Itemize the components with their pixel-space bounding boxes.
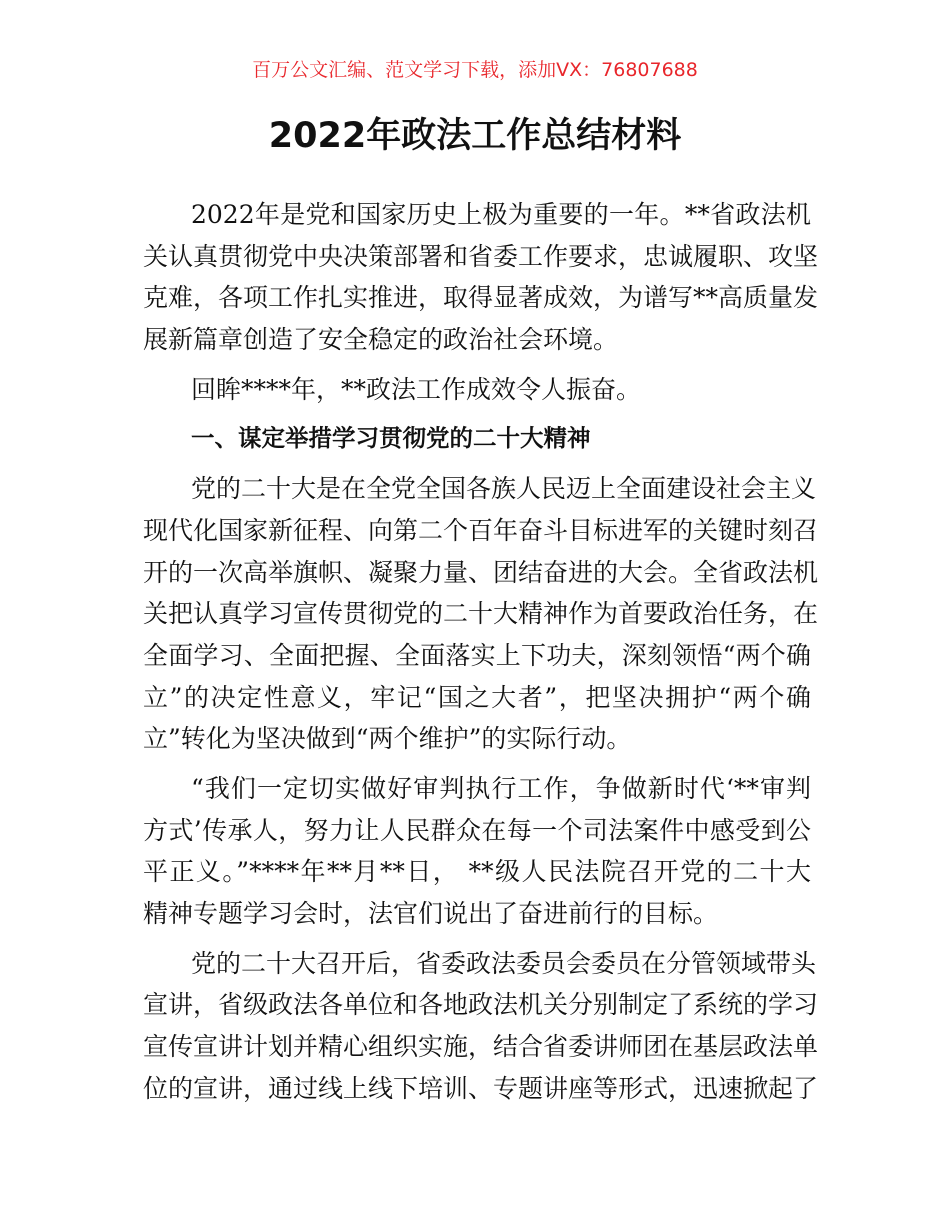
- text-line: 克难，各项工作扎实推进，取得显著成效，为谱写**高质量发: [143, 283, 819, 313]
- text-line: 回眸****年，**政法工作成效令人振奋。: [191, 374, 642, 404]
- text-line: 平正义。”****年**月**日， **级人民法院召开党的二十大: [143, 857, 811, 887]
- paragraph: [143, 768, 811, 935]
- text-line: 精神专题学习会时，法官们说出了奋进前行的目标。: [143, 899, 719, 928]
- watermark-banner: 百万公文汇编、范文学习下载，添加VX：76807688: [252, 59, 698, 81]
- text-line: 党的二十大召开后，省委政法委员会委员在分管领域带头: [191, 948, 817, 978]
- text-line: 宣讲，省级政法各单位和各地政法机关分别制定了系统的学习: [143, 990, 819, 1020]
- document-body: [143, 194, 819, 1117]
- text-line: 方式’传承人，努力让人民群众在每一个司法案件中感受到公: [143, 815, 811, 845]
- paragraph: [143, 194, 819, 361]
- text-line: 党的二十大是在全党全国各族人民迈上全面建设社会主义: [191, 474, 817, 504]
- text-line: 关认真贯彻党中央决策部署和省委工作要求，忠诚履职、攻坚: [143, 241, 819, 271]
- text-line: 宣传宣讲计划并精心组织实施，结合省委讲师团在基层政法单: [143, 1032, 819, 1062]
- text-line: “我们一定切实做好审判执行工作，争做新时代‘**审判: [191, 773, 811, 803]
- text-line: 一、谋定举措学习贯彻党的二十大精神: [191, 424, 591, 453]
- paragraph: [143, 369, 811, 411]
- text-line: 2022年是党和国家历史上极为重要的一年。**省政法机: [191, 200, 811, 229]
- document-title: 2022年政法工作总结材料: [268, 116, 682, 156]
- text-line: 展新篇章创造了安全稳定的政治社会环境。: [143, 325, 619, 355]
- text-line: 立”的决定性意义，牢记“国之大者”，把坚决拥护“两个确: [143, 682, 811, 712]
- paragraph: [143, 943, 819, 1110]
- text-line: 开的一次高举旗帜、凝聚力量、团结奋进的大会。全省政法机: [143, 557, 819, 587]
- section-heading: [143, 418, 811, 460]
- paragraph: [143, 468, 819, 760]
- text-line: 全面学习、全面把握、全面落实上下功夫，深刻领悟“两个确: [143, 640, 811, 670]
- text-line: 关把认真学习宣传贯彻党的二十大精神作为首要政治任务，在: [143, 599, 819, 629]
- text-line: 位的宣讲，通过线上线下培训、专题讲座等形式，迅速掀起了: [143, 1073, 819, 1103]
- text-line: 立”转化为坚决做到“两个维护”的实际行动。: [143, 724, 632, 754]
- text-line: 现代化国家新征程、向第二个百年奋斗目标进军的关键时刻召: [143, 515, 819, 545]
